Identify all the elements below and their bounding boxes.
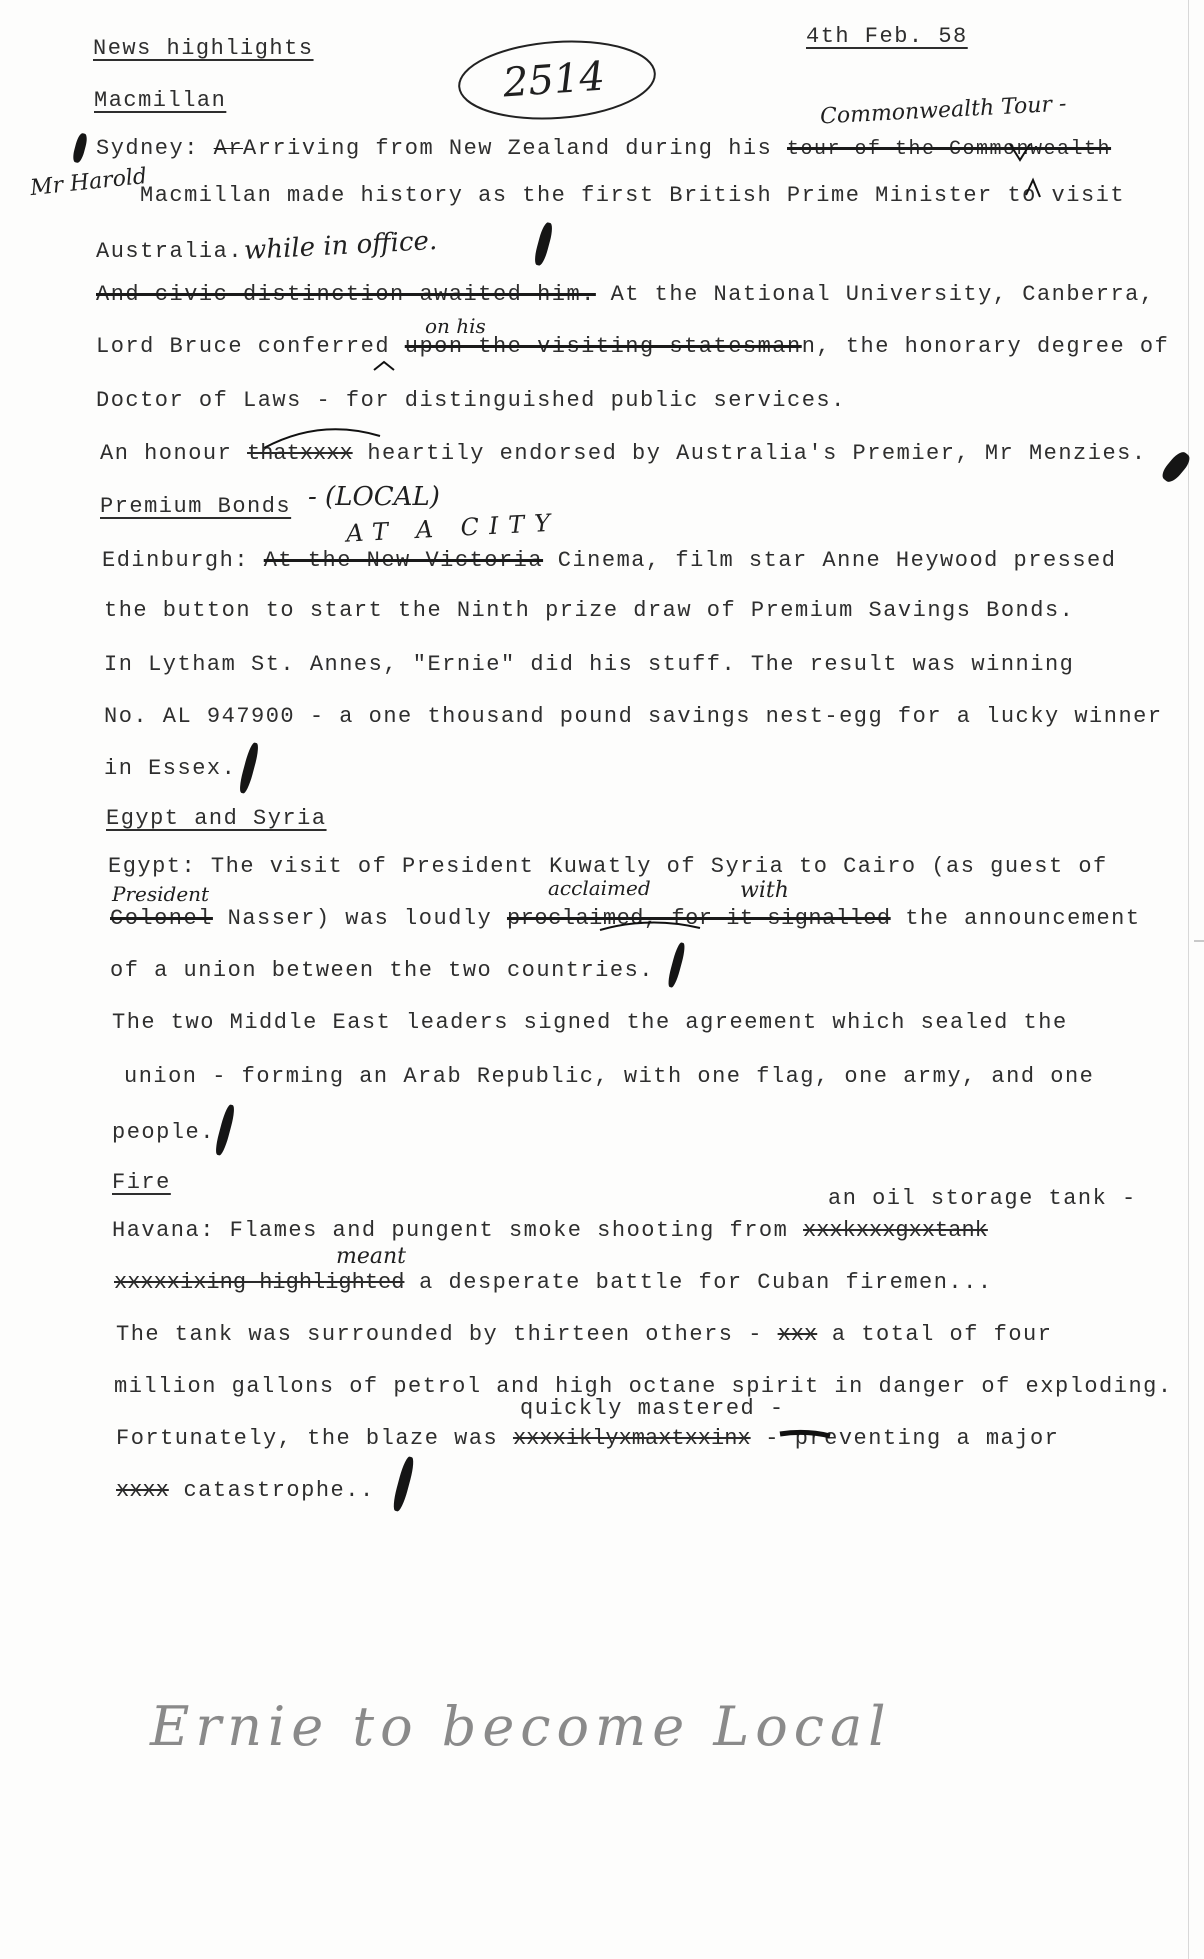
text-line: In Lytham St. Annes, "Ernie" did his stuff. The result was winning [104, 652, 1075, 677]
section-heading-premium-bonds: Premium Bonds [100, 494, 292, 519]
annotation-meant: meant [336, 1244, 407, 1269]
section-heading-egypt-syria: Egypt and Syria [106, 806, 327, 831]
annotation-on-his: on his [425, 314, 486, 338]
text-line: in Essex. [104, 756, 237, 781]
annotation-president: President [112, 882, 210, 906]
text-line: Australia. [96, 239, 244, 264]
annotation-oil-storage-tank: an oil storage tank - [828, 1186, 1137, 1211]
text-line: And civic distinction awaited him. At the National University, Canberra, [96, 282, 1155, 307]
text-line: million gallons of petrol and high octane spirit in danger of exploding. [114, 1374, 1173, 1399]
edit-slash-mark [666, 942, 687, 989]
text-line: Colonel Nasser) was loudly proclaimed, for it signalled the announcement [110, 906, 1141, 931]
text-line: Macmillan made history as the first British Prime Minister to visit [140, 183, 1126, 208]
edit-slash-mark [213, 1104, 236, 1157]
annotation-quickly-mastered: quickly mastered - [520, 1396, 785, 1421]
annotation-local: - (LOCAL) [308, 482, 440, 512]
text-line: Havana: Flames and pungent smoke shooting from xxxkxxxgxxtank [112, 1218, 988, 1243]
edit-slash-mark [71, 132, 88, 164]
edit-slash-mark [532, 221, 554, 266]
annotation-with: with [740, 878, 789, 903]
document-header: News highlights [93, 36, 314, 61]
text-line: Sydney: ArArriving from New Zealand during his tour of the Commonwealth [96, 136, 1112, 161]
annotation-mr-harold: Mr Harold [28, 163, 149, 202]
text-line: The tank was surrounded by thirteen others - xxx a total of four [116, 1322, 1053, 1347]
text-line: the button to start the Ninth prize draw of Premium Savings Bonds. [104, 598, 1075, 623]
text-line: Doctor of Laws - for distinguished public services. [96, 388, 846, 413]
annotation-acclaimed: acclaimed [548, 876, 651, 900]
edit-slash-mark [391, 1456, 416, 1513]
page-edge [1188, 0, 1189, 1959]
annotation-at-a-city: AT A CITY [345, 508, 561, 548]
text-line: Lord Bruce conferred upon the visiting statesmann, the honorary degree of [96, 334, 1170, 359]
text-line: An honour thatxxxx heartily endorsed by Australia's Premier, Mr Menzies. [100, 441, 1147, 466]
reference-number: 2514 [501, 53, 607, 107]
section-heading-fire: Fire [112, 1170, 171, 1195]
text-line: union - forming an Arab Republic, with one flag, one army, and one [124, 1064, 1095, 1089]
text-line: Edinburgh: At the New Victoria Cinema, film star Anne Heywood pressed [102, 548, 1117, 573]
text-line: xxxxxixing highlighted a desperate battle for Cuban firemen... [114, 1270, 993, 1295]
document-date: 4th Feb. 58 [806, 24, 968, 49]
edit-slash-mark [237, 742, 260, 795]
text-line: of a union between the two countries. [110, 958, 654, 983]
handwritten-footer-note: Ernie to become Local [150, 1695, 892, 1758]
text-line: people. [112, 1120, 215, 1145]
page-fold-mark [1194, 940, 1204, 942]
text-line: xxxx catastrophe.. [116, 1478, 375, 1503]
text-line: Egypt: The visit of President Kuwatly of Syria to Cairo (as guest of [108, 854, 1108, 879]
text-line: No. AL 947900 - a one thousand pound savings nest-egg for a lucky winner [104, 704, 1163, 729]
text-line: Fortunately, the blaze was xxxxiklyxmaxtxxinx - preventing a major [116, 1426, 1060, 1451]
text-line: The two Middle East leaders signed the agreement which sealed the [112, 1010, 1068, 1035]
section-heading-macmillan: Macmillan [94, 88, 227, 113]
annotation-commonwealth-tour: Commonwealth Tour - [819, 91, 1068, 130]
annotation-while-in-office: while in office. [243, 225, 438, 267]
